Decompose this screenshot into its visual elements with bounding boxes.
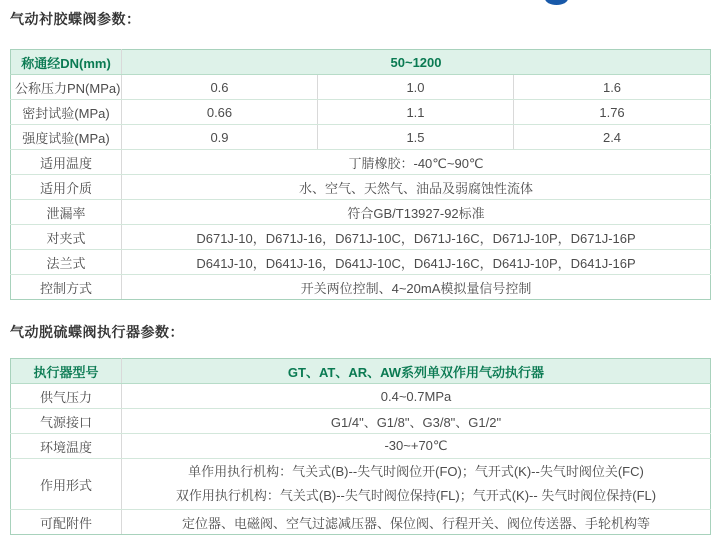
cell-value: 1.5 bbox=[318, 125, 514, 150]
table-header-row bbox=[11, 359, 711, 384]
cell-span-value: 水、空气、天然气、油品及弱腐蚀性流体 bbox=[122, 175, 711, 200]
action-form-line-double: 双作用执行机构：气关式(B)--失气时阀位保持(FL)；气开式(K)-- 失气时阀位保持(FL) bbox=[175, 488, 657, 503]
table-row bbox=[11, 275, 711, 300]
cell-span-value: 定位器、电磁阀、空气过滤减压器、保位阀、行程开关、阀位传送器、手轮机构等 bbox=[122, 510, 711, 535]
header-label-actuator-model: 执行器型号 bbox=[11, 359, 122, 384]
row-label: 对夹式 bbox=[11, 225, 122, 250]
cell-multiline-value bbox=[122, 459, 711, 510]
table-row bbox=[11, 434, 711, 459]
table-row bbox=[11, 100, 711, 125]
cell-value: 1.76 bbox=[514, 100, 711, 125]
cell-value: 0.9 bbox=[122, 125, 318, 150]
header-value-actuator-series: GT、AT、AR、AW系列单双作用气动执行器 bbox=[122, 359, 711, 384]
row-label: 适用介质 bbox=[11, 175, 122, 200]
row-label: 控制方式 bbox=[11, 275, 122, 300]
table-row bbox=[11, 175, 711, 200]
cell-span-value: -30~+70℃ bbox=[122, 434, 711, 459]
row-label: 密封试验(MPa) bbox=[11, 100, 122, 125]
row-label: 法兰式 bbox=[11, 250, 122, 275]
row-label: 可配附件 bbox=[11, 510, 122, 535]
row-label: 环境温度 bbox=[11, 434, 122, 459]
header-label-dn: 称通经DN(mm) bbox=[11, 50, 122, 75]
cell-span-value: 0.4~0.7MPa bbox=[122, 384, 711, 409]
cell-span-value: G1/4"、G1/8"、G3/8"、G1/2" bbox=[122, 409, 711, 434]
cell-value: 1.6 bbox=[514, 75, 711, 100]
cell-value: 1.1 bbox=[318, 100, 514, 125]
row-label: 泄漏率 bbox=[11, 200, 122, 225]
action-form-line-single: 单作用执行机构：气关式(B)--失气时阀位开(FO)；气开式(K)--失气时阀位关(FC) bbox=[188, 464, 644, 479]
cell-span-value: D671J-10，D671J-16，D671J-10C，D671J-16C，D671J-10P，D671J-16P bbox=[122, 225, 711, 250]
row-label: 供气压力 bbox=[11, 384, 122, 409]
cell-value: 0.66 bbox=[122, 100, 318, 125]
cell-span-value: 符合GB/T13927-92标准 bbox=[122, 200, 711, 225]
table-row bbox=[11, 125, 711, 150]
table-row bbox=[11, 250, 711, 275]
row-label: 强度试验(MPa) bbox=[11, 125, 122, 150]
header-value-dn-range: 50~1200 bbox=[122, 50, 711, 75]
table-row bbox=[11, 150, 711, 175]
actuator-params-table bbox=[10, 358, 711, 535]
table-row bbox=[11, 459, 711, 510]
row-label: 适用温度 bbox=[11, 150, 122, 175]
row-label: 作用形式 bbox=[11, 459, 122, 510]
cell-span-value: 开关两位控制、4~20mA模拟量信号控制 bbox=[122, 275, 711, 300]
table-row bbox=[11, 384, 711, 409]
table-row bbox=[11, 75, 711, 100]
cell-span-value: D641J-10，D641J-16，D641J-10C，D641J-16C，D641J-10P，D641J-16P bbox=[122, 250, 711, 275]
cell-span-value: 丁腈橡胶：-40℃~90℃ bbox=[122, 150, 711, 175]
valve-params-table bbox=[10, 49, 711, 300]
row-label: 公称压力PN(MPa) bbox=[11, 75, 122, 100]
table-row bbox=[11, 510, 711, 535]
table-header-row bbox=[11, 50, 711, 75]
cell-value: 2.4 bbox=[514, 125, 711, 150]
section2-title: 气动脱硫蝶阀执行器参数： bbox=[10, 324, 184, 340]
section1-title: 气动衬胶蝶阀参数： bbox=[10, 11, 141, 27]
cropped-logo-fragment bbox=[545, 0, 568, 5]
cell-value: 1.0 bbox=[318, 75, 514, 100]
table-row bbox=[11, 409, 711, 434]
table-row bbox=[11, 225, 711, 250]
cell-value: 0.6 bbox=[122, 75, 318, 100]
table-row bbox=[11, 200, 711, 225]
row-label: 气源接口 bbox=[11, 409, 122, 434]
